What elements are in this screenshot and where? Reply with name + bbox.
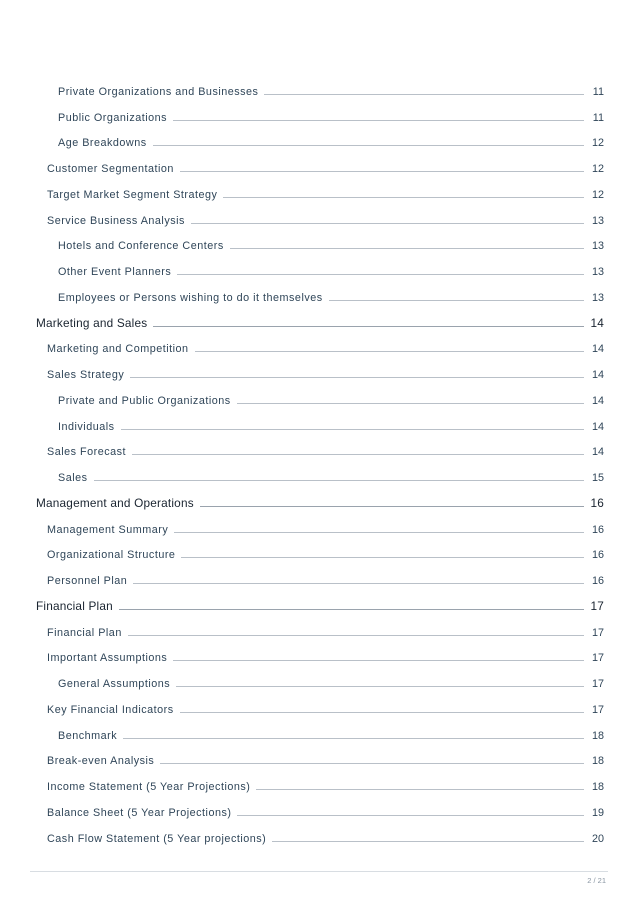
toc-entry-title: Sales Strategy [47, 369, 125, 381]
toc-entry-title: Income Statement (5 Year Projections) [47, 781, 251, 793]
toc-entry-page: 20 [591, 832, 604, 845]
toc-entry-title: Personnel Plan [47, 575, 128, 587]
toc-entry[interactable] [36, 511, 604, 537]
toc-leader-line [230, 248, 584, 249]
toc-leader-line [173, 120, 584, 121]
toc-entry-title: Private Organizations and Businesses [58, 85, 259, 98]
toc-leader-line [128, 635, 584, 636]
toc-entry-page: 14 [591, 369, 604, 381]
toc-leader-line [94, 480, 584, 481]
toc-entry-title: Organizational Structure [47, 549, 176, 562]
toc-entry-title: Break-even Analysis [47, 755, 155, 768]
toc-entry[interactable] [36, 768, 604, 794]
toc-leader-line [177, 274, 584, 275]
toc-entry[interactable] [36, 691, 604, 717]
toc-leader-line [176, 686, 584, 687]
toc-leader-line [264, 94, 584, 95]
toc-entry-title: Sales Forecast [47, 446, 127, 459]
toc-entry[interactable] [36, 331, 604, 357]
toc-entry-title: Marketing and Competition [47, 343, 189, 356]
toc-entry[interactable] [36, 253, 604, 279]
toc-entry-page: 16 [591, 575, 604, 587]
toc-entry-title: Sales [58, 472, 88, 484]
toc-leader-line [130, 377, 584, 378]
toc-entry[interactable] [36, 202, 604, 228]
toc-entry[interactable] [36, 99, 604, 125]
toc-entry[interactable] [36, 640, 604, 666]
toc-leader-line [223, 197, 584, 198]
toc-leader-line [237, 403, 584, 404]
toc-leader-line [160, 763, 584, 764]
toc-entry-title: Employees or Persons wishing to do it themselves [58, 291, 323, 304]
toc-leader-line [191, 223, 584, 224]
toc-entry-page: 18 [591, 781, 604, 793]
toc-entry-page: 16 [590, 495, 604, 510]
toc-entry-page: 11 [592, 111, 604, 124]
toc-leader-line [173, 660, 584, 661]
toc-entry-page: 13 [591, 266, 604, 278]
toc-leader-line [119, 609, 584, 610]
toc-entry[interactable] [36, 150, 604, 176]
toc-entry-title: Age Breakdowns [58, 137, 147, 150]
toc-entry[interactable] [36, 665, 604, 691]
toc-entry-title: Management Summary [47, 523, 169, 536]
toc-entry-title: Target Market Segment Strategy [47, 188, 218, 201]
toc-entry-page: 12 [591, 188, 604, 201]
toc-entry-page: 12 [591, 163, 604, 175]
toc-entry-page: 18 [591, 755, 604, 768]
toc-entry-page: 16 [591, 523, 604, 536]
toc-entry-page: 12 [591, 137, 604, 150]
toc-entry[interactable] [36, 228, 604, 254]
toc-entry-title: Important Assumptions [47, 652, 168, 665]
toc-entry[interactable] [36, 408, 604, 434]
toc-leader-line [181, 557, 584, 558]
toc-entry-page: 17 [591, 703, 604, 716]
toc-entry[interactable] [36, 279, 604, 305]
toc-entry-title: Customer Segmentation [47, 163, 174, 175]
toc-leader-line [195, 351, 584, 352]
toc-entry-page: 13 [591, 240, 604, 253]
toc-entry[interactable] [36, 125, 604, 151]
toc-entry[interactable] [36, 459, 604, 485]
footer-divider [30, 871, 608, 872]
toc-entry[interactable] [36, 382, 604, 408]
toc-entry-title: Financial Plan [47, 626, 122, 639]
toc-leader-line [153, 145, 584, 146]
toc-entry-page: 17 [591, 626, 604, 639]
toc-entry-title: Marketing and Sales [36, 315, 148, 330]
toc-entry-title: Private and Public Organizations [58, 394, 231, 407]
toc-leader-line [272, 841, 584, 842]
toc-entry[interactable] [36, 434, 604, 460]
toc-leader-line [153, 326, 584, 327]
toc-entry[interactable] [36, 305, 604, 331]
toc-entry-page: 19 [591, 806, 604, 819]
toc-entry-page: 15 [591, 472, 604, 484]
toc-leader-line [256, 789, 584, 790]
toc-entry-title: Management and Operations [36, 495, 194, 510]
toc-leader-line [121, 429, 584, 430]
toc-entry-page: 17 [591, 678, 604, 690]
toc-entry[interactable] [36, 176, 604, 202]
toc-entry-title: Other Event Planners [58, 266, 172, 278]
toc-entry-page: 14 [591, 343, 604, 356]
page-number: 2 / 21 [587, 876, 606, 885]
toc-entry[interactable] [36, 485, 604, 511]
toc-entry-title: Hotels and Conference Centers [58, 240, 224, 253]
toc-entry[interactable] [36, 588, 604, 614]
toc-entry-page: 13 [591, 214, 604, 227]
toc-entry-title: Cash Flow Statement (5 Year projections) [47, 832, 267, 845]
toc-leader-line [174, 532, 584, 533]
toc-entry[interactable] [36, 717, 604, 743]
toc-leader-line [237, 815, 584, 816]
toc-leader-line [200, 506, 584, 507]
toc-entry-title: General Assumptions [58, 678, 171, 690]
toc-entry-page: 14 [591, 394, 604, 407]
toc-entry[interactable] [36, 743, 604, 769]
toc-entry-page: 13 [591, 291, 604, 304]
toc-entry[interactable] [36, 537, 604, 563]
toc-entry-title: Financial Plan [36, 598, 113, 613]
toc-entry-title: Key Financial Indicators [47, 703, 174, 716]
toc-entry[interactable] [36, 73, 604, 99]
toc-entry-page: 14 [590, 315, 604, 330]
toc-entry-page: 17 [590, 598, 604, 613]
toc-entry[interactable] [36, 356, 604, 382]
toc-leader-line [133, 583, 584, 584]
toc-entry-title: Individuals [58, 420, 115, 433]
toc-entry[interactable] [36, 820, 604, 846]
toc-entry[interactable] [36, 794, 604, 820]
toc-entry-title: Public Organizations [58, 111, 168, 124]
toc-leader-line [180, 712, 584, 713]
toc-entry[interactable] [36, 614, 604, 640]
toc-leader-line [180, 171, 584, 172]
toc-entry-page: 14 [591, 446, 604, 459]
table-of-contents [36, 73, 604, 846]
toc-entry-page: 16 [591, 549, 604, 562]
toc-entry-page: 11 [592, 85, 604, 98]
toc-entry-title: Service Business Analysis [47, 214, 185, 227]
toc-leader-line [132, 454, 584, 455]
toc-entry-page: 18 [591, 729, 604, 742]
toc-entry-title: Balance Sheet (5 Year Projections) [47, 806, 232, 819]
toc-leader-line [329, 300, 584, 301]
toc-entry-title: Benchmark [58, 729, 118, 742]
toc-entry-page: 17 [591, 652, 604, 665]
toc-entry-page: 14 [591, 420, 604, 433]
toc-leader-line [123, 738, 584, 739]
toc-entry[interactable] [36, 562, 604, 588]
